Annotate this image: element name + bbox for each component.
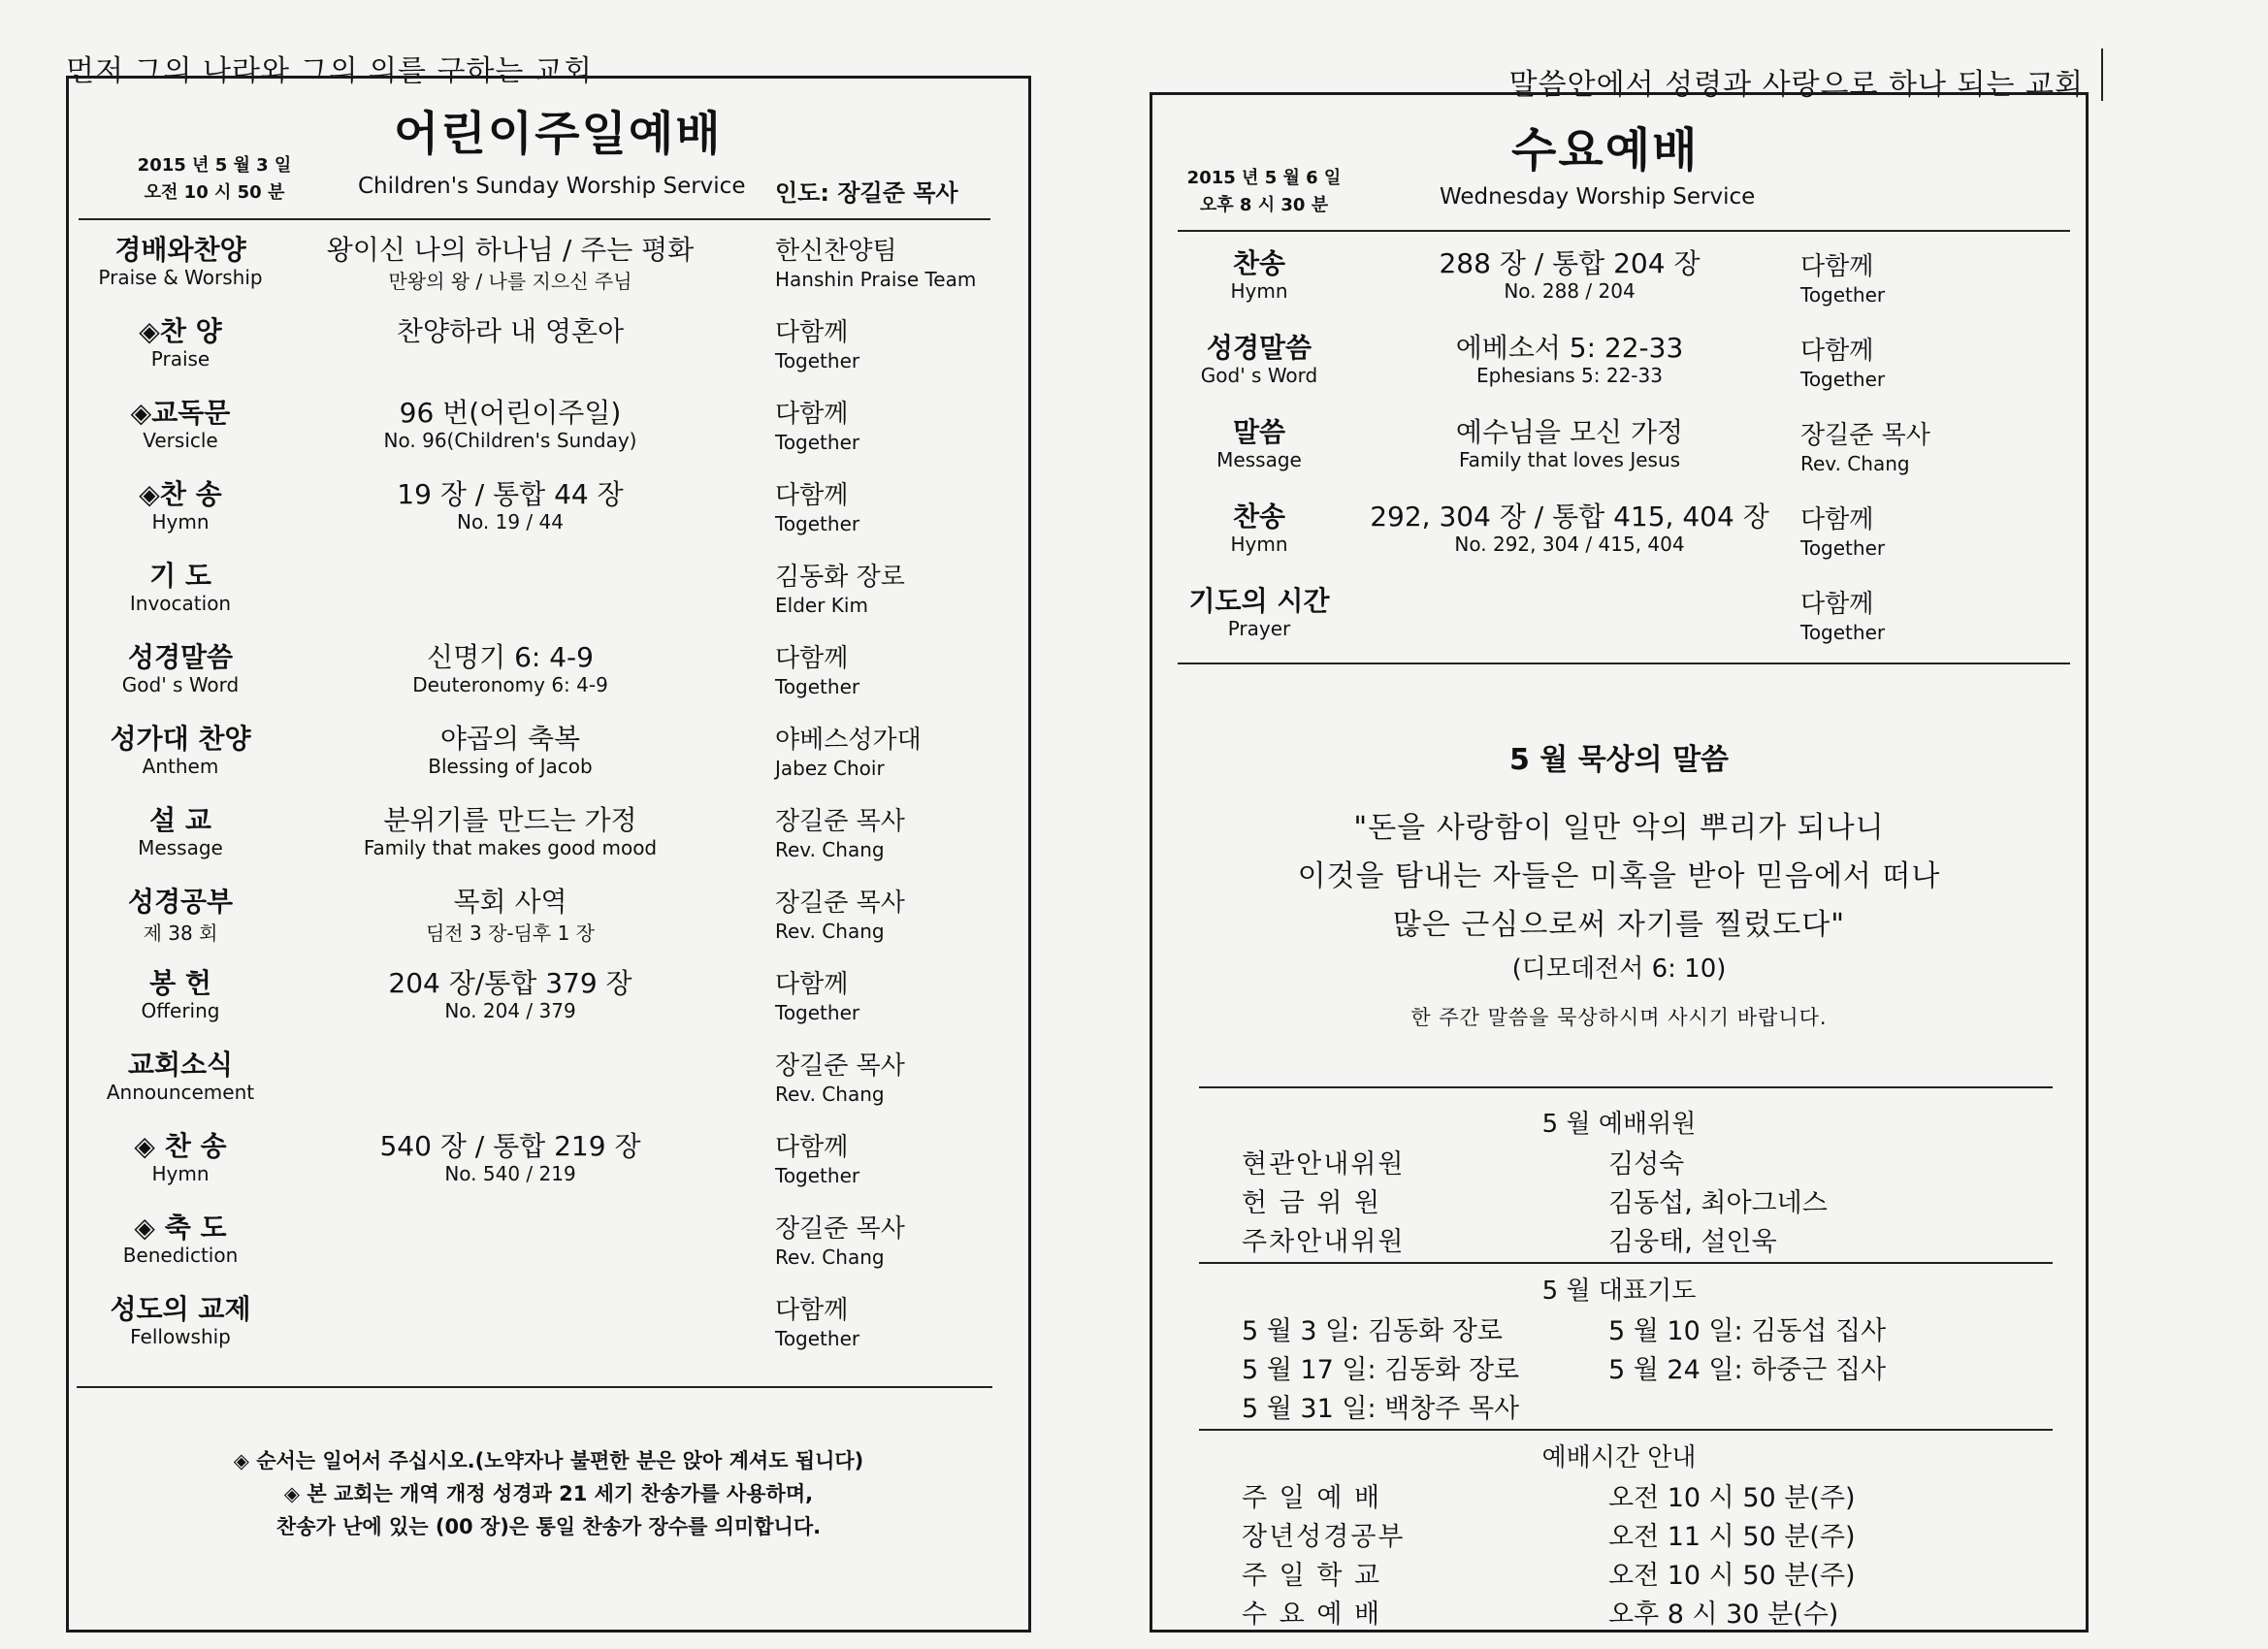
order-item-content: 292, 304 장 / 통합 415, 404 장 xyxy=(1370,501,1769,533)
order-item-name-en: Hymn xyxy=(1230,279,1288,303)
order-item-name-en: God' s Word xyxy=(121,673,240,696)
order-item-content: 288 장 / 통합 204 장 xyxy=(1439,247,1701,279)
order-row xyxy=(1152,496,2086,573)
order-item-content-en: No. 204 / 379 xyxy=(444,999,576,1022)
order-item-content-en: No. 288 / 204 xyxy=(1504,279,1636,303)
order-item-leader: 다함께 xyxy=(1800,505,1874,534)
sunday-footer-rule xyxy=(77,1386,992,1388)
sunday-title: 어린이주일예배 xyxy=(394,107,723,161)
order-item-leader-en: Together xyxy=(775,1164,860,1187)
order-row xyxy=(1152,327,2086,404)
committee-names: 김동섭, 최아그네스 xyxy=(1608,1188,1828,1218)
order-item-name: ◈찬 양 xyxy=(139,315,222,347)
order-item-name-en: Fellowship xyxy=(130,1325,231,1348)
order-item-name-en: Invocation xyxy=(129,592,232,615)
committee-names: 김웅태, 설인욱 xyxy=(1608,1227,1777,1257)
order-row xyxy=(69,718,1028,795)
order-item-leader-en: Together xyxy=(1800,536,1886,560)
order-item-name: 성경말씀 xyxy=(127,641,234,673)
order-item-content-en: Family that makes good mood xyxy=(363,836,658,859)
order-item-name: 성경공부 xyxy=(127,886,234,918)
order-item-leader: 장길준 목사 xyxy=(775,1214,905,1244)
committee-names: 김성숙 xyxy=(1608,1149,1685,1180)
order-item-leader-en: Together xyxy=(775,512,860,535)
order-item-leader: 다함께 xyxy=(1800,252,1874,281)
committee-title: 5 월 예배위원 xyxy=(1541,1110,1697,1139)
order-item-name: 설 교 xyxy=(149,804,211,836)
order-row xyxy=(69,392,1028,469)
note-line: ◈ 본 교회는 개역 개정 성경과 21 세기 찬송가를 사용하며, xyxy=(283,1482,814,1505)
order-row xyxy=(1152,242,2086,320)
sunday-header-rule xyxy=(79,218,990,220)
order-item-content-en: No. 96(Children's Sunday) xyxy=(383,429,637,452)
sunday-subtitle: Children's Sunday Worship Service xyxy=(358,174,746,199)
schedule-time: 오후 8 시 30 분(수) xyxy=(1608,1600,1839,1630)
order-item-leader-en: Rev. Chang xyxy=(775,1245,885,1269)
order-item-leader: 다함께 xyxy=(1800,590,1874,619)
order-item-content-en: Family that loves Jesus xyxy=(1458,448,1681,471)
meditation-title: 5 월 묵상의 말씀 xyxy=(1508,743,1730,777)
order-item-content: 예수님을 모신 가정 xyxy=(1455,416,1684,448)
prayer-entry: 5 월 10 일: 김동섭 집사 xyxy=(1608,1316,1887,1346)
order-row xyxy=(69,555,1028,632)
order-item-leader: 한신찬양팀 xyxy=(775,237,897,266)
order-item-leader: 다함께 xyxy=(775,318,849,347)
order-item-leader-en: Together xyxy=(775,675,860,698)
order-item-name: 기 도 xyxy=(149,560,211,592)
order-item-leader-en: Rev. Chang xyxy=(1800,452,1910,475)
order-item-content-en: Ephesians 5: 22-33 xyxy=(1476,364,1663,387)
wednesday-subtitle: Wednesday Worship Service xyxy=(1440,184,1756,210)
order-item-name-en: Hymn xyxy=(1230,533,1288,556)
prayer-rule xyxy=(1199,1262,2053,1264)
order-row xyxy=(69,636,1028,714)
wednesday-header-rule xyxy=(1178,230,2070,232)
schedule-title: 예배시간 안내 xyxy=(1541,1443,1697,1472)
order-item-content: 19 장 / 통합 44 장 xyxy=(397,478,624,510)
order-item-name-en: Benediction xyxy=(122,1244,239,1267)
order-item-name-en: Praise & Worship xyxy=(98,266,263,289)
wednesday-date-block xyxy=(1182,165,1346,219)
schedule-time: 오전 10 시 50 분(주) xyxy=(1608,1483,1856,1513)
order-item-name: 성경말씀 xyxy=(1206,332,1312,364)
order-item-name: ◈ 찬 송 xyxy=(134,1130,227,1162)
note-line: 찬송가 난에 있는 (00 장)은 통일 찬송가 장수를 의미합니다. xyxy=(275,1515,822,1538)
order-item-leader-en: Together xyxy=(1800,368,1886,391)
order-item-leader: 다함께 xyxy=(775,400,849,429)
prayer-entry: 5 월 3 일: 김동화 장로 xyxy=(1242,1316,1503,1346)
order-row xyxy=(1152,411,2086,489)
order-row xyxy=(69,1288,1028,1366)
order-row xyxy=(69,799,1028,877)
order-item-name: 기도의 시간 xyxy=(1188,585,1330,617)
order-item-name: 말씀 xyxy=(1232,416,1286,448)
wednesday-bulletin-panel xyxy=(1150,92,2089,1633)
order-item-name: 성도의 교제 xyxy=(110,1293,251,1325)
order-item-leader: 야베스성가대 xyxy=(775,726,922,755)
order-item-content-en: No. 19 / 44 xyxy=(457,510,564,534)
order-item-leader-en: Together xyxy=(775,1327,860,1350)
order-item-name-en: Versicle xyxy=(143,429,218,452)
order-item-leader-en: Together xyxy=(1800,283,1886,307)
order-item-name-en: Message xyxy=(1216,448,1302,471)
order-item-name-en: Hymn xyxy=(151,510,210,534)
order-item-name: ◈ 축 도 xyxy=(134,1212,227,1244)
order-item-leader-en: Together xyxy=(775,349,860,372)
sunday-date: 2015 년 5 월 3 일 xyxy=(137,155,292,176)
order-row xyxy=(69,473,1028,551)
wednesday-title: 수요예배 xyxy=(1511,123,1700,178)
order-item-content-en: Deuteronomy 6: 4-9 xyxy=(412,673,608,696)
order-item-name-en: Offering xyxy=(141,999,220,1022)
sunday-leader: 인도: 장길준 목사 xyxy=(775,179,958,207)
order-item-leader-en: Hanshin Praise Team xyxy=(775,268,977,291)
order-item-content: 신명기 6: 4-9 xyxy=(427,641,594,673)
order-item-leader: 다함께 xyxy=(775,1133,849,1162)
sunday-time: 오전 10 시 50 분 xyxy=(144,182,285,203)
order-item-content-en: 만왕의 왕 / 나를 지으신 주님 xyxy=(388,270,632,293)
order-item-content: 목회 사역 xyxy=(453,886,567,918)
schedule-service: 수 요 예 배 xyxy=(1242,1600,1382,1630)
order-item-name-en: Praise xyxy=(150,347,211,371)
order-row xyxy=(69,1044,1028,1121)
order-item-leader-en: Rev. Chang xyxy=(775,920,885,943)
order-item-leader-en: Together xyxy=(775,1001,860,1024)
right-motto: 말씀안에서 성령과 사랑으로 하나 되는 교회 xyxy=(1509,60,2084,103)
order-item-name-en: Message xyxy=(138,836,223,859)
order-item-content: 찬양하라 내 영혼아 xyxy=(396,315,625,347)
order-item-name: 교회소식 xyxy=(127,1049,234,1081)
order-item-leader-en: Rev. Chang xyxy=(775,1083,885,1106)
order-item-content: 96 번(어린이주일) xyxy=(399,397,622,429)
order-item-content: 분위기를 만드는 가정 xyxy=(383,804,637,836)
committee-rule xyxy=(1199,1086,2053,1088)
order-row xyxy=(69,229,1028,307)
order-item-content: 540 장 / 통합 219 장 xyxy=(379,1130,641,1162)
committee-role: 현관안내위원 xyxy=(1242,1149,1406,1180)
order-item-leader: 다함께 xyxy=(775,970,849,999)
order-item-leader: 장길준 목사 xyxy=(1800,421,1930,450)
order-item-name-en: Anthem xyxy=(142,755,219,778)
order-item-content: 야곱의 축복 xyxy=(439,723,581,755)
meditation-line: 많은 근심으로써 자기를 찔렀도다" xyxy=(1392,908,1846,942)
order-item-name: 봉 헌 xyxy=(149,967,211,999)
prayer-title: 5 월 대표기도 xyxy=(1541,1277,1697,1306)
order-item-leader: 김동화 장로 xyxy=(775,563,905,592)
sunday-notes xyxy=(69,1444,1028,1543)
order-item-name: ◈찬 송 xyxy=(139,478,222,510)
committee-role: 헌 금 위 원 xyxy=(1242,1188,1382,1218)
meditation-exhortation: 한 주간 말씀을 묵상하시며 사시기 바랍니다. xyxy=(1410,1006,1828,1029)
schedule-time: 오전 10 시 50 분(주) xyxy=(1608,1561,1856,1591)
order-item-content: 204 장/통합 379 장 xyxy=(388,967,632,999)
schedule-time: 오전 11 시 50 분(주) xyxy=(1608,1522,1856,1552)
order-item-leader: 다함께 xyxy=(775,1296,849,1325)
order-item-leader: 다함께 xyxy=(775,644,849,673)
wednesday-time: 오후 8 시 30 분 xyxy=(1199,195,1329,215)
order-item-leader-en: Elder Kim xyxy=(775,594,868,617)
order-row xyxy=(69,962,1028,1040)
order-item-content: 왕이신 나의 하나님 / 주는 평화 xyxy=(326,234,695,266)
order-row xyxy=(1152,580,2086,658)
order-item-content: 에베소서 5: 22-33 xyxy=(1455,332,1684,364)
order-item-leader-en: Together xyxy=(775,431,860,454)
sunday-date-block xyxy=(117,152,311,207)
prayer-entry: 5 월 17 일: 김동화 장로 xyxy=(1242,1355,1520,1385)
order-item-name: 경배와찬양 xyxy=(114,234,246,266)
order-item-leader-en: Together xyxy=(1800,621,1886,644)
order-item-leader: 장길준 목사 xyxy=(775,807,905,836)
prayer-entry: 5 월 24 일: 하중근 집사 xyxy=(1608,1355,1887,1385)
schedule-service: 주 일 학 교 xyxy=(1242,1561,1382,1591)
order-item-content-en: No. 292, 304 / 415, 404 xyxy=(1454,533,1685,556)
order-item-name: 성가대 찬양 xyxy=(110,723,251,755)
order-item-content-en: 딤전 3 장-딤후 1 장 xyxy=(425,922,595,945)
order-item-leader: 장길준 목사 xyxy=(775,1051,905,1081)
order-item-content-en: Blessing of Jacob xyxy=(428,755,593,778)
order-item-name: 찬송 xyxy=(1232,501,1286,533)
order-row xyxy=(69,1125,1028,1203)
order-item-name-en: 제 38 회 xyxy=(143,922,218,945)
order-item-leader: 다함께 xyxy=(775,481,849,510)
order-item-name-en: Hymn xyxy=(151,1162,210,1185)
wednesday-date: 2015 년 5 월 6 일 xyxy=(1186,168,1342,188)
meditation-line: 이것을 탐내는 자들은 미혹을 받아 믿음에서 떠나 xyxy=(1297,859,1941,893)
order-item-name-en: God' s Word xyxy=(1200,364,1318,387)
order-item-name-en: Announcement xyxy=(106,1081,255,1104)
sunday-bulletin-panel xyxy=(66,76,1031,1633)
order-item-leader-en: Rev. Chang xyxy=(775,838,885,861)
order-row xyxy=(69,1207,1028,1284)
order-item-name: ◈교독문 xyxy=(130,397,231,429)
schedule-service: 장년성경공부 xyxy=(1242,1522,1406,1552)
order-item-leader: 다함께 xyxy=(1800,337,1874,366)
wednesday-order-rule xyxy=(1178,663,2070,664)
prayer-entry: 5 월 31 일: 백창주 목사 xyxy=(1242,1394,1520,1424)
meditation-line: "돈을 사랑함이 일만 악의 뿌리가 되나니 xyxy=(1353,811,1885,845)
order-item-leader-en: Jabez Choir xyxy=(775,757,885,780)
order-row xyxy=(69,310,1028,388)
schedule-rule xyxy=(1199,1429,2053,1431)
order-item-name: 찬송 xyxy=(1232,247,1286,279)
schedule-service: 주 일 예 배 xyxy=(1242,1483,1382,1513)
committee-role: 주차안내위원 xyxy=(1242,1227,1406,1257)
left-motto: 먼저 그의 나라와 그의 의를 구하는 교회 xyxy=(66,54,593,88)
order-item-content-en: No. 540 / 219 xyxy=(444,1162,576,1185)
order-row xyxy=(69,881,1028,958)
meditation-reference: (디모데전서 6: 10) xyxy=(1511,954,1727,984)
order-item-leader: 장길준 목사 xyxy=(775,889,905,918)
note-line: ◈ 순서는 일어서 주십시오.(노약자나 불편한 분은 앉아 계셔도 됩니다) xyxy=(233,1449,864,1472)
order-item-name-en: Prayer xyxy=(1227,617,1291,640)
